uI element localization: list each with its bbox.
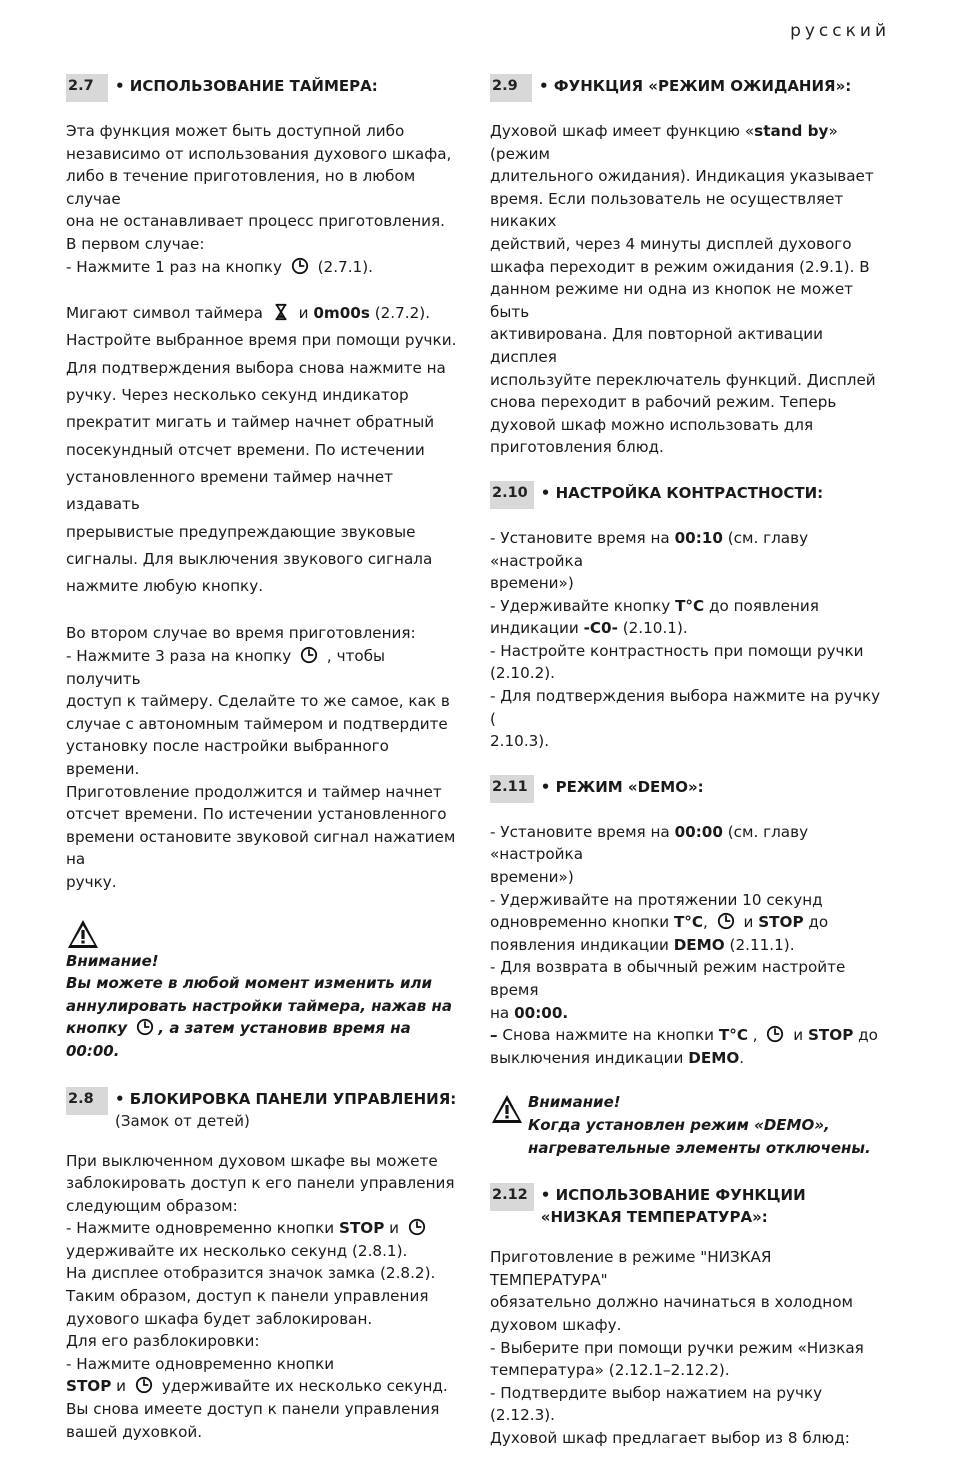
text-line xyxy=(490,1002,890,1025)
text-run: нажмите любую кнопку. xyxy=(66,577,264,596)
warning-icon xyxy=(490,1093,524,1125)
language-label: русский xyxy=(790,21,890,41)
text-run: - Для подтверждения выбора нажмите на ручку ( xyxy=(490,687,881,728)
text-line xyxy=(490,369,890,392)
text-run: » (режим xyxy=(490,122,838,163)
section-title: • БЛОКИРОВКА ПАНЕЛИ УПРАВЛЕНИЯ: xyxy=(115,1089,457,1108)
text-line xyxy=(66,143,461,166)
bold-term: -C0- xyxy=(583,619,618,638)
text-line xyxy=(490,1246,890,1291)
text-run: Для подтверждения выбора снова нажмите на xyxy=(66,358,446,377)
clock-icon xyxy=(408,1218,426,1236)
text-line xyxy=(66,1375,461,1398)
text-line xyxy=(66,622,461,645)
bold-term: STOP xyxy=(758,913,804,932)
section-2-11 xyxy=(490,775,890,1159)
section-heading xyxy=(490,481,890,509)
text-line xyxy=(66,690,461,713)
section-heading xyxy=(490,775,890,803)
text-line xyxy=(66,826,461,871)
text-line xyxy=(490,889,890,912)
bold-term: stand by xyxy=(754,122,829,140)
clock-icon xyxy=(717,912,735,930)
text-run: обязательно должно начинаться в холодном xyxy=(490,1293,853,1312)
section-number: 2.7 xyxy=(66,74,108,102)
text-run: прекратит мигать и таймер начнет обратный xyxy=(66,413,435,432)
section-title-wrap xyxy=(541,481,823,504)
section-number: 2.11 xyxy=(490,775,534,803)
text-line xyxy=(490,256,890,279)
text-line xyxy=(66,972,461,995)
bold-term: 00:00. xyxy=(514,1003,569,1022)
text-run: (см. главу «настройка xyxy=(490,528,809,570)
text-run: удерживайте их несколько секунд (2.8.1). xyxy=(66,1241,408,1260)
text-line xyxy=(66,519,461,546)
text-run: данном режиме ни одна из кнопок не может быть xyxy=(490,280,854,321)
text-run: Для его разблокировки: xyxy=(66,1332,260,1351)
hourglass-icon xyxy=(272,303,290,321)
text-line xyxy=(490,956,890,1001)
text-run: и xyxy=(788,1026,808,1045)
text-run: - Нажмите 1 раз на кнопку xyxy=(66,257,287,276)
text-run: посекундный отсчет времени. По истечении xyxy=(66,440,425,459)
text-run: - Установите время на xyxy=(490,528,675,547)
text-run: Внимание! xyxy=(528,1093,621,1112)
text-line xyxy=(66,713,461,736)
text-run: При выключенном духовом шкафе вы можете xyxy=(66,1151,438,1170)
text-run: сигналы. Для выключения звукового сигнала xyxy=(66,549,433,568)
text-line xyxy=(66,1150,461,1173)
bold-term: T°C xyxy=(673,913,704,932)
paragraph xyxy=(490,1246,890,1449)
section-2-9 xyxy=(490,74,890,459)
section-title-wrap xyxy=(541,775,704,798)
right-column xyxy=(490,74,890,1472)
text-line xyxy=(66,1217,461,1240)
text-run: , а затем установив время на 00:00. xyxy=(66,1019,411,1060)
section-title-wrap xyxy=(541,1183,890,1228)
clock-icon xyxy=(291,257,309,275)
paragraph xyxy=(66,300,461,600)
bold-term: T°C xyxy=(675,596,705,615)
text-run: - Нажмите 3 раза на кнопку xyxy=(66,647,297,666)
text-line xyxy=(490,323,890,368)
text-run: (2.7.1). xyxy=(312,257,373,276)
bold-term: – xyxy=(490,1026,498,1045)
text-run: Когда установлен режим «DEMO», xyxy=(528,1115,830,1134)
text-line xyxy=(66,1285,461,1308)
text-run: Внимание! xyxy=(66,951,159,970)
text-run: (2.10.2). xyxy=(490,664,555,683)
text-run: Во втором случае во время приготовления: xyxy=(66,624,416,643)
section-2-12 xyxy=(490,1183,890,1449)
text-line xyxy=(66,871,461,894)
text-line xyxy=(66,120,461,143)
bold-term: 00:00 xyxy=(674,822,723,841)
text-run: - Нажмите одновременно кнопки xyxy=(66,1219,339,1238)
text-line xyxy=(66,1172,461,1195)
text-run: (2.10.1). xyxy=(617,619,688,638)
text-run: На дисплее отобразится значок замка (2.8.2). xyxy=(66,1264,436,1283)
text-line xyxy=(66,1330,461,1353)
warning-note xyxy=(66,916,461,1063)
text-line xyxy=(490,730,890,753)
section-2-7 xyxy=(66,74,461,1063)
section-number: 2.12 xyxy=(490,1183,534,1211)
text-line xyxy=(490,866,890,889)
text-run: Мигают символ таймера xyxy=(66,304,268,323)
section-title-wrap xyxy=(115,1087,456,1132)
text-run: прерывистые предупреждающие звуковые xyxy=(66,522,416,541)
text-run: (см. главу «настройка xyxy=(490,822,809,864)
text-run: приготовления блюд. xyxy=(490,438,664,457)
text-line xyxy=(66,1398,461,1421)
text-line xyxy=(528,1114,871,1137)
paragraph xyxy=(490,120,890,459)
text-line xyxy=(490,391,890,414)
warning-text xyxy=(528,1091,871,1159)
text-line xyxy=(66,995,461,1018)
text-line xyxy=(490,414,890,437)
left-column xyxy=(66,74,461,1465)
bold-term: DEMO xyxy=(673,935,725,954)
text-line xyxy=(66,300,461,327)
section-subtitle: (Замок от детей) xyxy=(115,1111,250,1130)
text-run: установленного времени таймер начнет издавать xyxy=(66,467,393,514)
section-number: 2.9 xyxy=(490,74,532,102)
text-line xyxy=(490,934,890,957)
text-run: отсчет времени. По истечении установленного xyxy=(66,805,447,824)
text-line xyxy=(66,165,461,210)
text-run: и xyxy=(111,1377,131,1396)
text-line xyxy=(66,546,461,573)
text-line xyxy=(490,188,890,233)
text-run: - Нажмите одновременно кнопки xyxy=(66,1354,335,1373)
bold-term: STOP xyxy=(66,1377,112,1396)
section-title-wrap xyxy=(115,74,378,97)
text-run: Эта функция может быть доступной либо xyxy=(66,122,405,140)
text-run: В первом случае: xyxy=(66,234,205,253)
text-run: нагревательные элементы отключены. xyxy=(528,1138,871,1157)
text-run: Вы можете в любой момент изменить или xyxy=(66,974,432,993)
text-run: она не останавливает процесс приготовления. xyxy=(66,212,445,231)
text-run: до xyxy=(853,1026,878,1045)
text-line xyxy=(66,327,461,354)
text-run: Приготовление продолжится и таймер начнет xyxy=(66,782,442,801)
text-line xyxy=(490,1427,890,1450)
section-heading xyxy=(66,74,461,102)
text-line xyxy=(66,464,461,519)
text-line xyxy=(490,233,890,256)
text-line xyxy=(66,803,461,826)
text-line xyxy=(66,950,461,973)
text-run: используйте переключатель функций. Дисплей xyxy=(490,370,876,389)
text-line xyxy=(490,1024,890,1047)
text-line xyxy=(66,1017,461,1062)
text-run: Настройте выбранное время при помощи ручки. xyxy=(66,331,457,350)
text-run: - Подтвердите выбор нажатием на ручку (2.12.3). xyxy=(490,1383,823,1425)
text-run: - Удерживайте кнопку xyxy=(490,596,676,615)
text-line xyxy=(66,735,461,780)
text-run: удерживайте их несколько секунд. xyxy=(156,1377,448,1396)
text-run: духовом шкафу. xyxy=(490,1315,622,1334)
text-run: до xyxy=(803,913,829,932)
clock-icon xyxy=(766,1025,784,1043)
text-line xyxy=(528,1137,871,1160)
text-run: до появления xyxy=(704,596,819,615)
text-line xyxy=(66,233,461,256)
text-line xyxy=(66,1421,461,1444)
text-run: Духовой шкаф предлагает выбор из 8 блюд: xyxy=(490,1428,850,1447)
text-line xyxy=(490,278,890,323)
paragraph xyxy=(66,622,461,893)
text-run: заблокировать доступ к его панели управления xyxy=(66,1174,455,1193)
text-line xyxy=(66,382,461,409)
text-run: Приготовление в режиме "НИЗКАЯ ТЕМПЕРАТУРА" xyxy=(490,1248,772,1289)
text-line xyxy=(66,409,461,436)
text-line xyxy=(66,1195,461,1218)
text-line xyxy=(66,437,461,464)
text-run: 2.10.3). xyxy=(490,732,550,751)
text-run: (2.7.2). xyxy=(369,304,431,323)
text-line xyxy=(66,1353,461,1376)
text-run: и xyxy=(384,1219,404,1238)
text-run: шкафа переходит в режим ожидания (2.9.1). В xyxy=(490,257,870,276)
text-run: Духовой шкаф имеет функцию « xyxy=(490,122,755,140)
text-run: времени») xyxy=(490,574,574,593)
section-title-wrap xyxy=(539,74,851,97)
text-run: одновременно кнопки xyxy=(490,913,674,932)
section-number: 2.8 xyxy=(66,1087,108,1115)
text-line xyxy=(490,1382,890,1427)
bold-term: T°C xyxy=(718,1026,748,1045)
text-run: следующим образом: xyxy=(66,1196,238,1215)
text-run: индикации xyxy=(490,619,584,638)
text-run: на xyxy=(490,1003,515,1022)
text-run: доступ к таймеру. Сделайте то же самое, как в xyxy=(66,692,450,711)
section-title: • ФУНКЦИЯ «РЕЖИМ ОЖИДАНИЯ»: xyxy=(539,77,852,95)
text-line xyxy=(66,645,461,690)
clock-icon xyxy=(300,646,318,664)
warning-note xyxy=(490,1091,890,1159)
text-line xyxy=(490,821,890,866)
bold-term: STOP xyxy=(807,1026,854,1045)
paragraph xyxy=(66,120,461,278)
text-line xyxy=(490,1314,890,1337)
section-heading xyxy=(490,1183,890,1228)
text-run: - Настройте контрастность при помощи ручки xyxy=(490,641,864,660)
text-run: время. Если пользователь не осуществляет никаких xyxy=(490,189,844,231)
text-run: либо в течение приготовления, но в любом случае xyxy=(66,167,416,208)
text-line xyxy=(490,1337,890,1360)
text-run: снова переходит в рабочий режим. Теперь xyxy=(490,393,837,412)
bold-term: 00:10 xyxy=(674,528,723,547)
text-run: Снова нажмите на кнопки xyxy=(497,1026,719,1045)
section-title: • ИСПОЛЬЗОВАНИЕ ТАЙМЕРА: xyxy=(115,77,378,95)
text-run: времени остановите звуковой сигнал нажатием на xyxy=(66,827,456,869)
section-number: 2.10 xyxy=(490,481,534,509)
section-title: • РЕЖИМ «DEMO»: xyxy=(540,777,704,796)
text-line xyxy=(66,1308,461,1331)
text-run: действий, через 4 минуты дисплей духового xyxy=(490,234,852,253)
warning-text xyxy=(66,950,461,1063)
text-run: аннулировать настройки таймера, нажав на xyxy=(66,996,452,1015)
text-line xyxy=(66,1240,461,1263)
section-title: • НАСТРОЙКА КОНТРАСТНОСТИ: xyxy=(540,483,824,502)
text-run: , xyxy=(747,1026,763,1045)
text-line xyxy=(490,911,890,934)
text-run: - Установите время на xyxy=(490,822,675,841)
text-run: ручку. xyxy=(66,872,117,891)
section-heading xyxy=(66,1087,461,1132)
text-run: появления индикации xyxy=(490,935,674,954)
text-run: активирована. Для повторной активации дисплея xyxy=(490,325,824,366)
text-run: случае с автономным таймером и подтвердите xyxy=(66,714,448,733)
text-run: независимо от использования духового шкафа, xyxy=(66,144,452,163)
text-run: установку после настройки выбранного времени. xyxy=(66,737,389,778)
text-line xyxy=(66,210,461,233)
text-run: и xyxy=(293,304,314,323)
text-run: вашей духовкой. xyxy=(66,1422,203,1441)
bold-term: DEMO xyxy=(688,1048,740,1067)
text-line xyxy=(490,165,890,188)
text-line xyxy=(66,573,461,600)
text-line xyxy=(490,120,890,165)
paragraph xyxy=(490,821,890,1070)
text-line xyxy=(66,781,461,804)
text-run: - Для возврата в обычный режим настройте время xyxy=(490,958,846,999)
text-run: (2.11.1). xyxy=(724,935,795,954)
section-title: • ИСПОЛЬЗОВАНИЕ ФУНКЦИИ «НИЗКАЯ ТЕМПЕРАТУРА»: xyxy=(540,1186,806,1227)
clock-icon xyxy=(135,1376,153,1394)
text-run: . xyxy=(739,1048,745,1067)
clock-icon xyxy=(136,1018,154,1036)
paragraph xyxy=(66,1150,461,1444)
text-run: духовой шкаф можно использовать для xyxy=(490,415,814,434)
text-line xyxy=(66,1262,461,1285)
text-run: , xyxy=(703,913,713,932)
text-line xyxy=(490,572,890,595)
text-run: температура» (2.12.1–2.12.2). xyxy=(490,1361,730,1380)
text-run: Вы снова имеете доступ к панели управления xyxy=(66,1400,440,1419)
text-line xyxy=(490,1359,890,1382)
text-line xyxy=(490,617,890,640)
text-run: Таким образом, доступ к панели управления xyxy=(66,1287,429,1306)
section-2-8 xyxy=(66,1087,461,1444)
text-run: кнопку xyxy=(66,1019,133,1038)
text-line xyxy=(490,595,890,618)
bold-term: STOP xyxy=(339,1219,385,1238)
text-run: и xyxy=(738,913,759,932)
text-run: времени») xyxy=(490,868,574,887)
text-line xyxy=(490,436,890,459)
bold-term: 0m00s xyxy=(313,304,370,323)
section-2-10 xyxy=(490,481,890,753)
text-run: духового шкафа будет заблокирован. xyxy=(66,1309,373,1328)
text-run: - Удерживайте на протяжении 10 секунд xyxy=(490,890,823,909)
text-run: , чтобы получить xyxy=(66,647,386,688)
text-run: длительного ожидания). Индикация указывает xyxy=(490,167,874,186)
text-line xyxy=(490,685,890,730)
text-run: выключения индикации xyxy=(490,1048,689,1067)
text-line xyxy=(490,1047,890,1070)
text-line xyxy=(490,662,890,685)
text-line xyxy=(66,256,461,279)
paragraph xyxy=(490,527,890,753)
text-line xyxy=(490,527,890,572)
text-run: - Выберите при помощи ручки режим «Низкая xyxy=(490,1338,864,1357)
text-line xyxy=(490,640,890,663)
text-line xyxy=(528,1091,871,1114)
section-heading xyxy=(490,74,890,102)
text-line xyxy=(66,355,461,382)
text-line xyxy=(490,1291,890,1314)
warning-icon xyxy=(66,918,100,950)
text-run: ручку. Через несколько секунд индикатор xyxy=(66,386,409,405)
